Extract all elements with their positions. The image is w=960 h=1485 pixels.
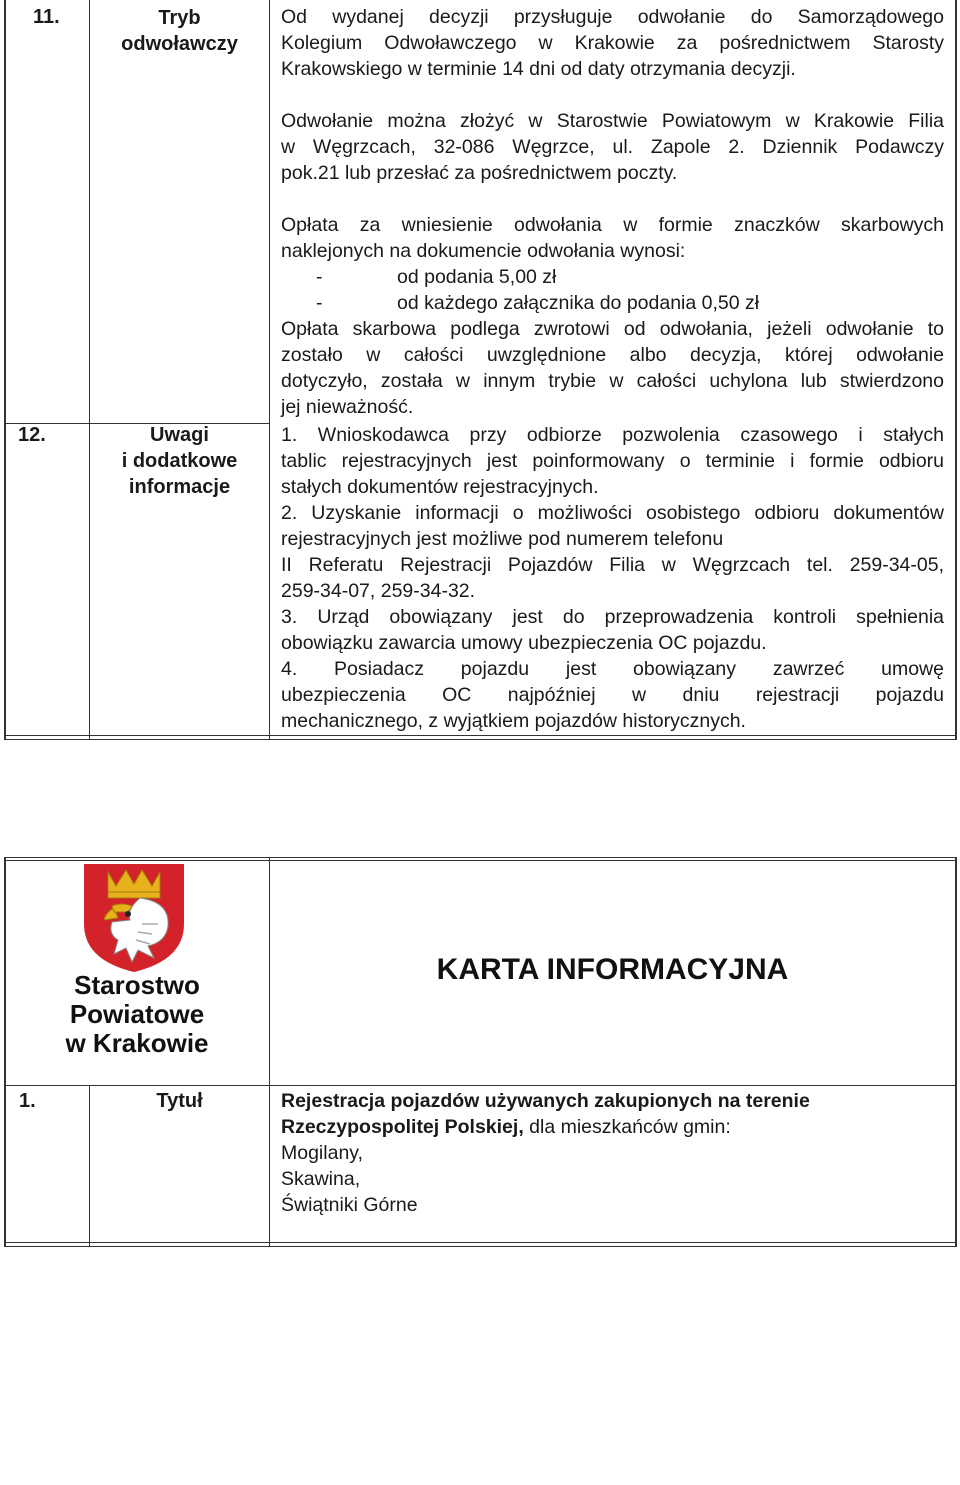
bottom-table-bottom-border-a	[4, 1242, 957, 1243]
row-11-label-line2: odwoławczy	[121, 33, 238, 55]
row-12-line-9: obowiązku zawarcia umowy ubezpieczenia OC pojazdu.	[281, 632, 767, 654]
row-11-para2-l3: pok.21 lub przesłać za pośrednictwem poczty.	[281, 162, 678, 184]
top-table-col-divider-1	[89, 0, 90, 740]
row-11-label	[92, 5, 267, 57]
row-11-para3-l2: naklejonych na dokumencie odwołania wynosi:	[281, 240, 686, 262]
bottom-table-right-border	[955, 857, 957, 1247]
row-12-label-line3: informacje	[128, 476, 231, 498]
top-table-bottom-border-b	[4, 739, 957, 740]
fee-item-1: od podania 5,00 zł	[397, 266, 557, 288]
row-12-line-12: mechanicznego, z wyjątkiem pojazdów historycznych.	[281, 710, 746, 732]
bottom-table-top-border-b	[4, 860, 957, 861]
row-11-label-line1: Tryb	[158, 7, 201, 29]
top-table-right-border	[955, 0, 957, 740]
row-11-para4-l4: jej nieważność.	[281, 396, 414, 418]
fee-item-dash-1: -	[316, 266, 323, 288]
row-1-label: Tytuł	[156, 1090, 203, 1112]
office-name-line1: Starostwo	[74, 970, 200, 1000]
coat-of-arms-eagle-icon	[82, 862, 186, 974]
row-11-para2-l2: w Węgrzcach, 32-086 Węgrzce, ul. Zapole 2. Dziennik Podawczy	[281, 136, 944, 158]
row-12-line-5: rejestracyjnych jest możliwe pod numerem telefonu	[281, 528, 724, 550]
row-11-para4-l2: zostało w całości uwzględnione albo decyzja, której odwołanie	[281, 344, 944, 366]
fee-item-2: od każdego załącznika do podania 0,50 zł	[397, 292, 760, 314]
row-12-line-6: II Referatu Rejestracji Pojazdów Filia w Węgrzcach tel. 259-34-05,	[281, 554, 944, 576]
row-1-number: 1.	[19, 1090, 36, 1112]
card-title: KARTA INFORMACYJNA	[436, 953, 789, 986]
row-1-title-bold-tail: Rzeczypospolitej Polskiej,	[281, 1116, 524, 1138]
row-12-line-8: 3. Urząd obowiązany jest do przeprowadzenia kontroli spełnienia	[281, 606, 944, 628]
row-1-title-line2	[281, 1114, 731, 1140]
row-11-para3-l1: Opłata za wniesienie odwołania w formie znaczków skarbowych	[281, 214, 944, 236]
bottom-table-col-divider-1	[89, 1085, 90, 1247]
top-table-left-border	[4, 0, 6, 740]
fee-item-dash-2: -	[316, 292, 323, 314]
row-11-para4-l1: Opłata skarbowa podlega zwrotowi od odwołania, jeżeli odwołanie to	[281, 318, 944, 340]
row-12-line-1: 1. Wnioskodawca przy odbiorze pozwolenia czasowego i stałych	[281, 424, 944, 446]
row-12-line-11: ubezpieczenia OC najpóźniej w dniu rejestracji pojazdu	[281, 684, 944, 706]
row-12-label	[92, 422, 267, 500]
office-name-line3: w Krakowie	[65, 1028, 209, 1058]
row-12-line-10: 4. Posiadacz pojazdu jest obowiązany zawrzeć umowę	[281, 658, 944, 680]
bottom-table-top-border-a	[4, 857, 957, 858]
row-12-line-4: 2. Uzyskanie informacji o możliwości osobistego odbioru dokumentów	[281, 502, 944, 524]
row-12-number: 12.	[18, 424, 46, 446]
row-12-line-3: stałych dokumentów rejestracyjnych.	[281, 476, 599, 498]
row-12-label-line2: i dodatkowe	[121, 450, 238, 472]
row-12-line-2: tablic rejestracyjnych jest poinformowany o terminie i formie odbioru	[281, 450, 944, 472]
bottom-table-bottom-border-b	[4, 1246, 957, 1247]
row-12-label-line1: Uwagi	[150, 424, 209, 446]
row-11-number: 11.	[33, 6, 60, 28]
row-12-line-7: 259-34-07, 259-34-32.	[281, 580, 476, 602]
row-11-para1-l1: Od wydanej decyzji przysługuje odwołanie do Samorządowego	[281, 6, 944, 28]
top-table-col-divider-2	[269, 0, 270, 740]
bottom-table-col-divider-main	[269, 857, 270, 1247]
row-11-para1-l2: Kolegium Odwoławczego w Krakowie za pośrednictwem Starosty	[281, 32, 944, 54]
row-11-para4-l3: dotyczyło, została w innym trybie w całości uchylona lub stwierdzono	[281, 370, 944, 392]
header-row-divider	[4, 1085, 957, 1086]
row-1-title-line1: Rejestracja pojazdów używanych zakupionych na terenie	[281, 1090, 810, 1112]
gmina-item-2: Skawina,	[281, 1168, 361, 1190]
row-1-title-normal-tail: dla mieszkańców gmin:	[523, 1116, 731, 1138]
top-table-bottom-border-a	[4, 735, 957, 736]
gmina-item-1: Mogilany,	[281, 1142, 364, 1164]
row-11-para1-l3: Krakowskiego w terminie 14 dni od daty otrzymania decyzji.	[281, 58, 796, 80]
gmina-item-3: Świątniki Górne	[281, 1194, 418, 1216]
office-name	[6, 971, 268, 1058]
office-name-line2: Powiatowe	[69, 999, 205, 1029]
row-11-para2-l1: Odwołanie można złożyć w Starostwie Powiatowym w Krakowie Filia	[281, 110, 944, 132]
